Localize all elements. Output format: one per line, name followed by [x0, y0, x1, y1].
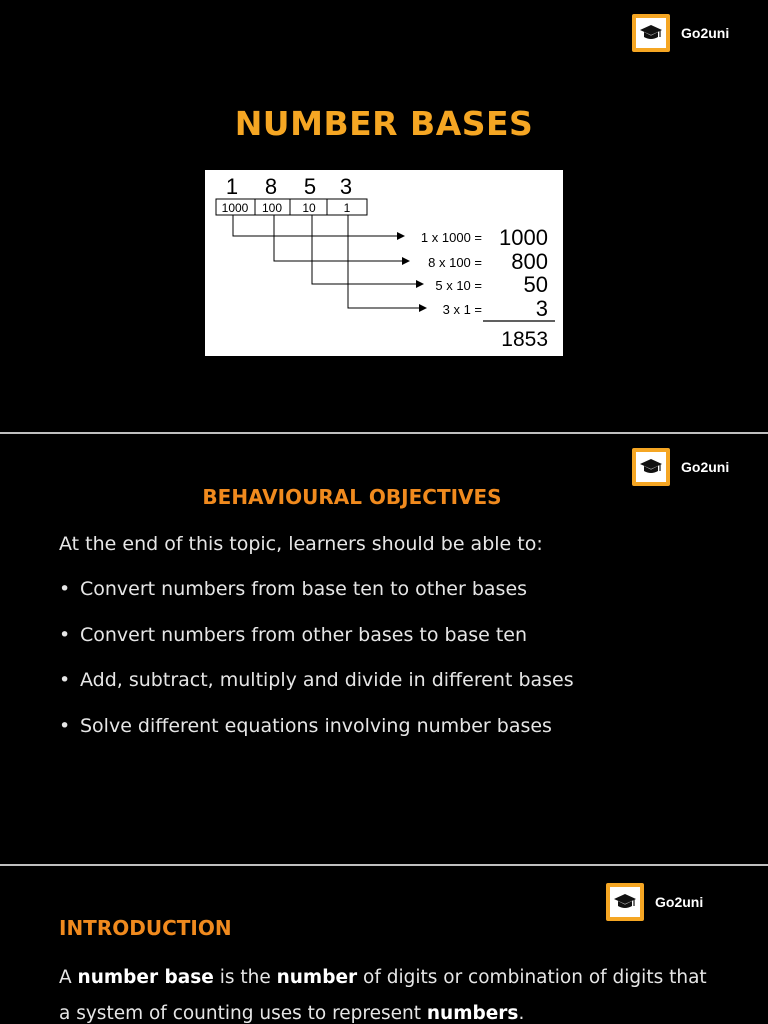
paragraph-text: of digits or combination of digits that a system of counting uses to represent [59, 967, 707, 1024]
intro-paragraph [59, 960, 719, 1024]
slide-title: INTRODUCTION [59, 916, 232, 940]
place-value-diagram [205, 170, 563, 356]
result-value: 3 [535, 296, 548, 321]
list-item [59, 624, 574, 670]
result-value: 1000 [499, 225, 548, 250]
result-value: 800 [511, 249, 548, 274]
expression-label: 8 x 100 = [428, 255, 482, 270]
expression-label: 5 x 10 = [435, 278, 482, 293]
slide-number-bases [0, 0, 768, 432]
brand-name: Go2uni [681, 25, 730, 41]
total-value: 1853 [501, 328, 548, 351]
expression-label: 1 x 1000 = [420, 230, 482, 245]
graduation-cap-icon [636, 18, 666, 48]
list-item [59, 715, 574, 761]
paragraph-bold-text: numbers [426, 1003, 519, 1024]
bullet-icon: • [59, 623, 71, 646]
bullet-icon: • [59, 578, 71, 600]
graduation-cap-icon [610, 887, 640, 917]
diagram-digit: 1 [225, 174, 239, 199]
bullet-icon: • [59, 714, 71, 737]
place-value-label: 1000 [221, 201, 249, 215]
slide-introduction [0, 866, 768, 1024]
objective-text: Solve different equations involving number bases [80, 714, 552, 737]
paragraph-text: A [59, 967, 78, 988]
diagram-digit: 5 [303, 174, 317, 199]
place-value-label: 10 [302, 201, 316, 215]
slide-title: NUMBER BASES [234, 104, 534, 143]
objective-text: Convert numbers from base ten to other bases [80, 578, 528, 600]
paragraph-text: . [518, 1003, 525, 1024]
objective-text: Add, subtract, multiply and divide in different bases [80, 669, 574, 691]
brand-name: Go2uni [681, 459, 730, 475]
list-item [59, 669, 574, 715]
expression-label: 3 x 1 = [442, 302, 482, 317]
slide-title: BEHAVIOURAL OBJECTIVES [202, 485, 502, 509]
objectives-list [59, 578, 574, 760]
objective-text: Convert numbers from other bases to base ten [80, 623, 528, 646]
bullet-icon: • [59, 669, 71, 691]
brand-logo [632, 14, 729, 52]
diagram-digit: 3 [339, 174, 353, 199]
place-value-label: 1 [343, 201, 351, 215]
graduation-cap-icon [636, 452, 666, 482]
brand-logo [606, 883, 703, 921]
brand-name: Go2uni [655, 894, 704, 910]
intro-text: At the end of this topic, learners should be able to: [59, 533, 543, 555]
brand-logo [632, 448, 729, 486]
diagram-digit: 8 [264, 174, 278, 199]
paragraph-bold-text: number base [77, 967, 214, 988]
place-value-label: 100 [261, 201, 283, 215]
result-value: 50 [523, 272, 548, 297]
paragraph-text: is the [213, 967, 277, 988]
list-item [59, 578, 574, 624]
slide-behavioural-objectives [0, 434, 768, 864]
paragraph-bold-text: number [276, 967, 358, 988]
